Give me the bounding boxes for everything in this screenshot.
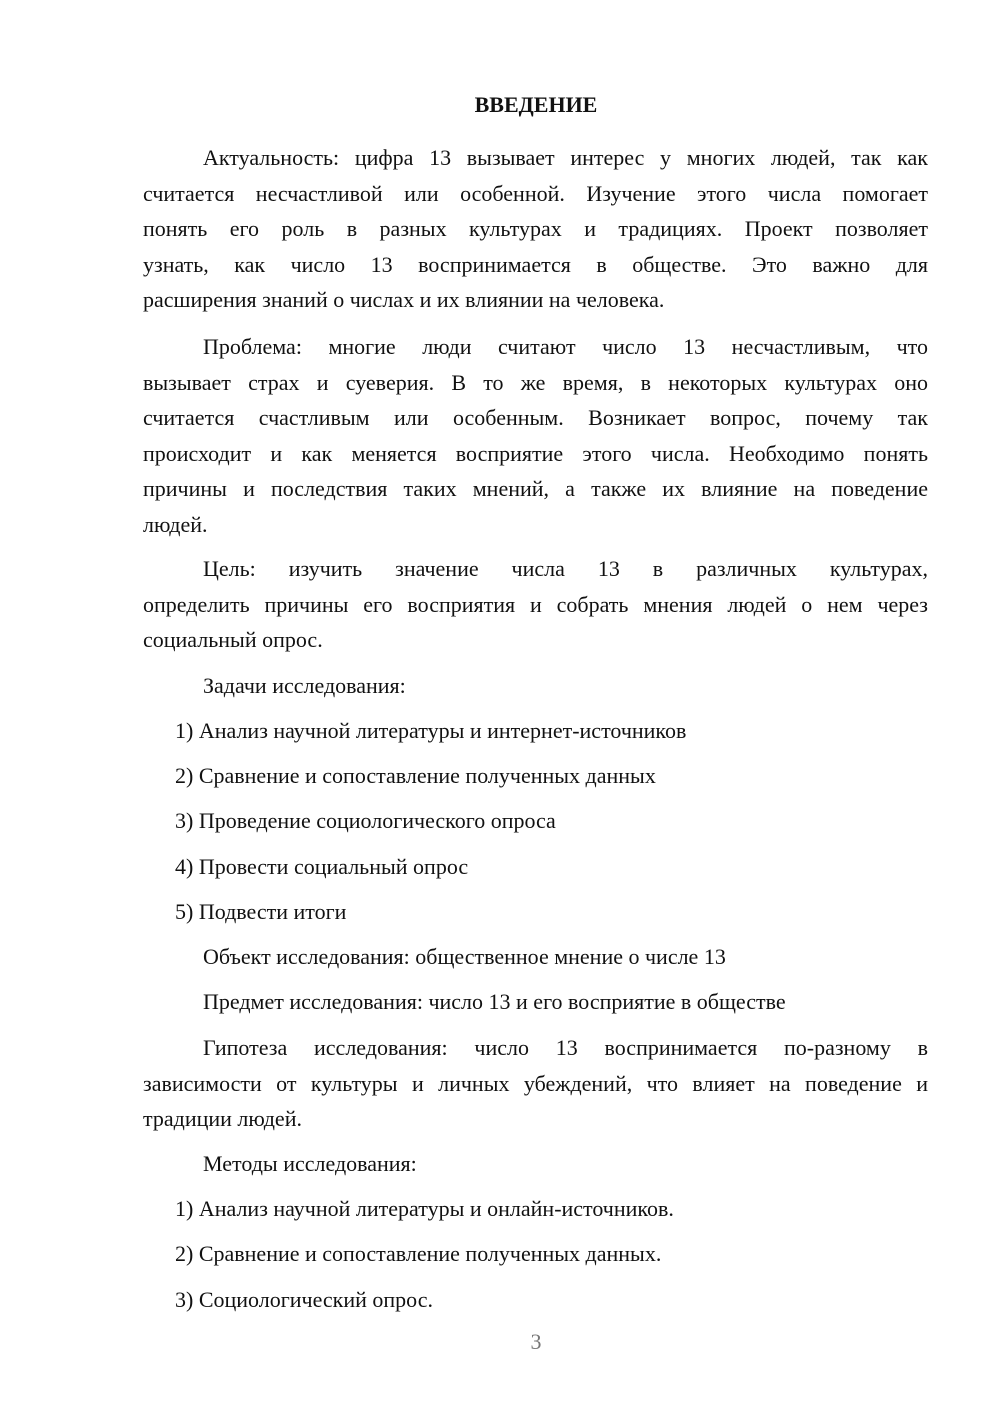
page-title: ВВЕДЕНИЕ	[474, 92, 598, 117]
task-item: 1) Анализ научной литературы и интернет-источников	[175, 718, 687, 743]
text-line: происходит и как меняется восприятие этого числа. Необходимо понять	[143, 440, 928, 466]
text-line: определить причины его восприятия и собрать мнения людей о нем через	[143, 591, 928, 617]
page-number: 3	[530, 1329, 542, 1354]
hypothesis-paragraph	[143, 1030, 928, 1137]
goal-paragraph	[143, 551, 928, 658]
text-line: понять его роль в разных культурах и традициях. Проект позволяет	[143, 216, 928, 241]
problem-paragraph	[143, 329, 928, 542]
text-line: считается несчастливой или особенной. Изучение этого числа помогает	[143, 180, 928, 206]
text-line: социальный опрос.	[143, 627, 323, 652]
text-line: традиции людей.	[143, 1106, 302, 1131]
text-line: Цель: изучить значение числа 13 в различных культурах,	[203, 556, 928, 581]
text-line: людей.	[143, 511, 208, 537]
text-line: считается счастливым или особенным. Возникает вопрос, почему так	[143, 405, 928, 430]
method-item: 2) Сравнение и сопоставление полученных данных.	[175, 1241, 662, 1266]
text-line: узнать, как число 13 воспринимается в обществе. Это важно для	[143, 251, 928, 277]
research-object: Объект исследования: общественное мнение о числе 13	[203, 944, 726, 969]
text-line: вызывает страх и суеверия. В то же время, в некоторых культурах оно	[143, 369, 928, 395]
text-line: Гипотеза исследования: число 13 воспринимается по-разному в	[203, 1035, 928, 1060]
task-item: 3) Проведение социологического опроса	[175, 808, 556, 833]
methods-heading: Методы исследования:	[203, 1151, 417, 1176]
text-line: Актуальность: цифра 13 вызывает интерес у многих людей, так как	[203, 145, 928, 170]
method-item: 1) Анализ научной литературы и онлайн-источников.	[175, 1196, 674, 1221]
task-item: 5) Подвести итоги	[175, 899, 347, 924]
tasks-heading: Задачи исследования:	[203, 673, 406, 698]
text-line: зависимости от культуры и личных убеждений, что влияет на поведение и	[143, 1070, 928, 1096]
text-line: Проблема: многие люди считают число 13 несчастливым, что	[203, 334, 928, 359]
text-line: расширения знаний о числах и их влиянии на человека.	[143, 287, 665, 312]
method-item: 3) Социологический опрос.	[175, 1287, 433, 1312]
task-item: 2) Сравнение и сопоставление полученных данных	[175, 763, 656, 788]
text-line: причины и последствия таких мнений, а также их влияние на поведение	[143, 476, 928, 501]
relevance-paragraph	[143, 140, 928, 318]
research-subject: Предмет исследования: число 13 и его восприятие в обществе	[203, 989, 786, 1014]
task-item: 4) Провести социальный опрос	[175, 854, 469, 879]
